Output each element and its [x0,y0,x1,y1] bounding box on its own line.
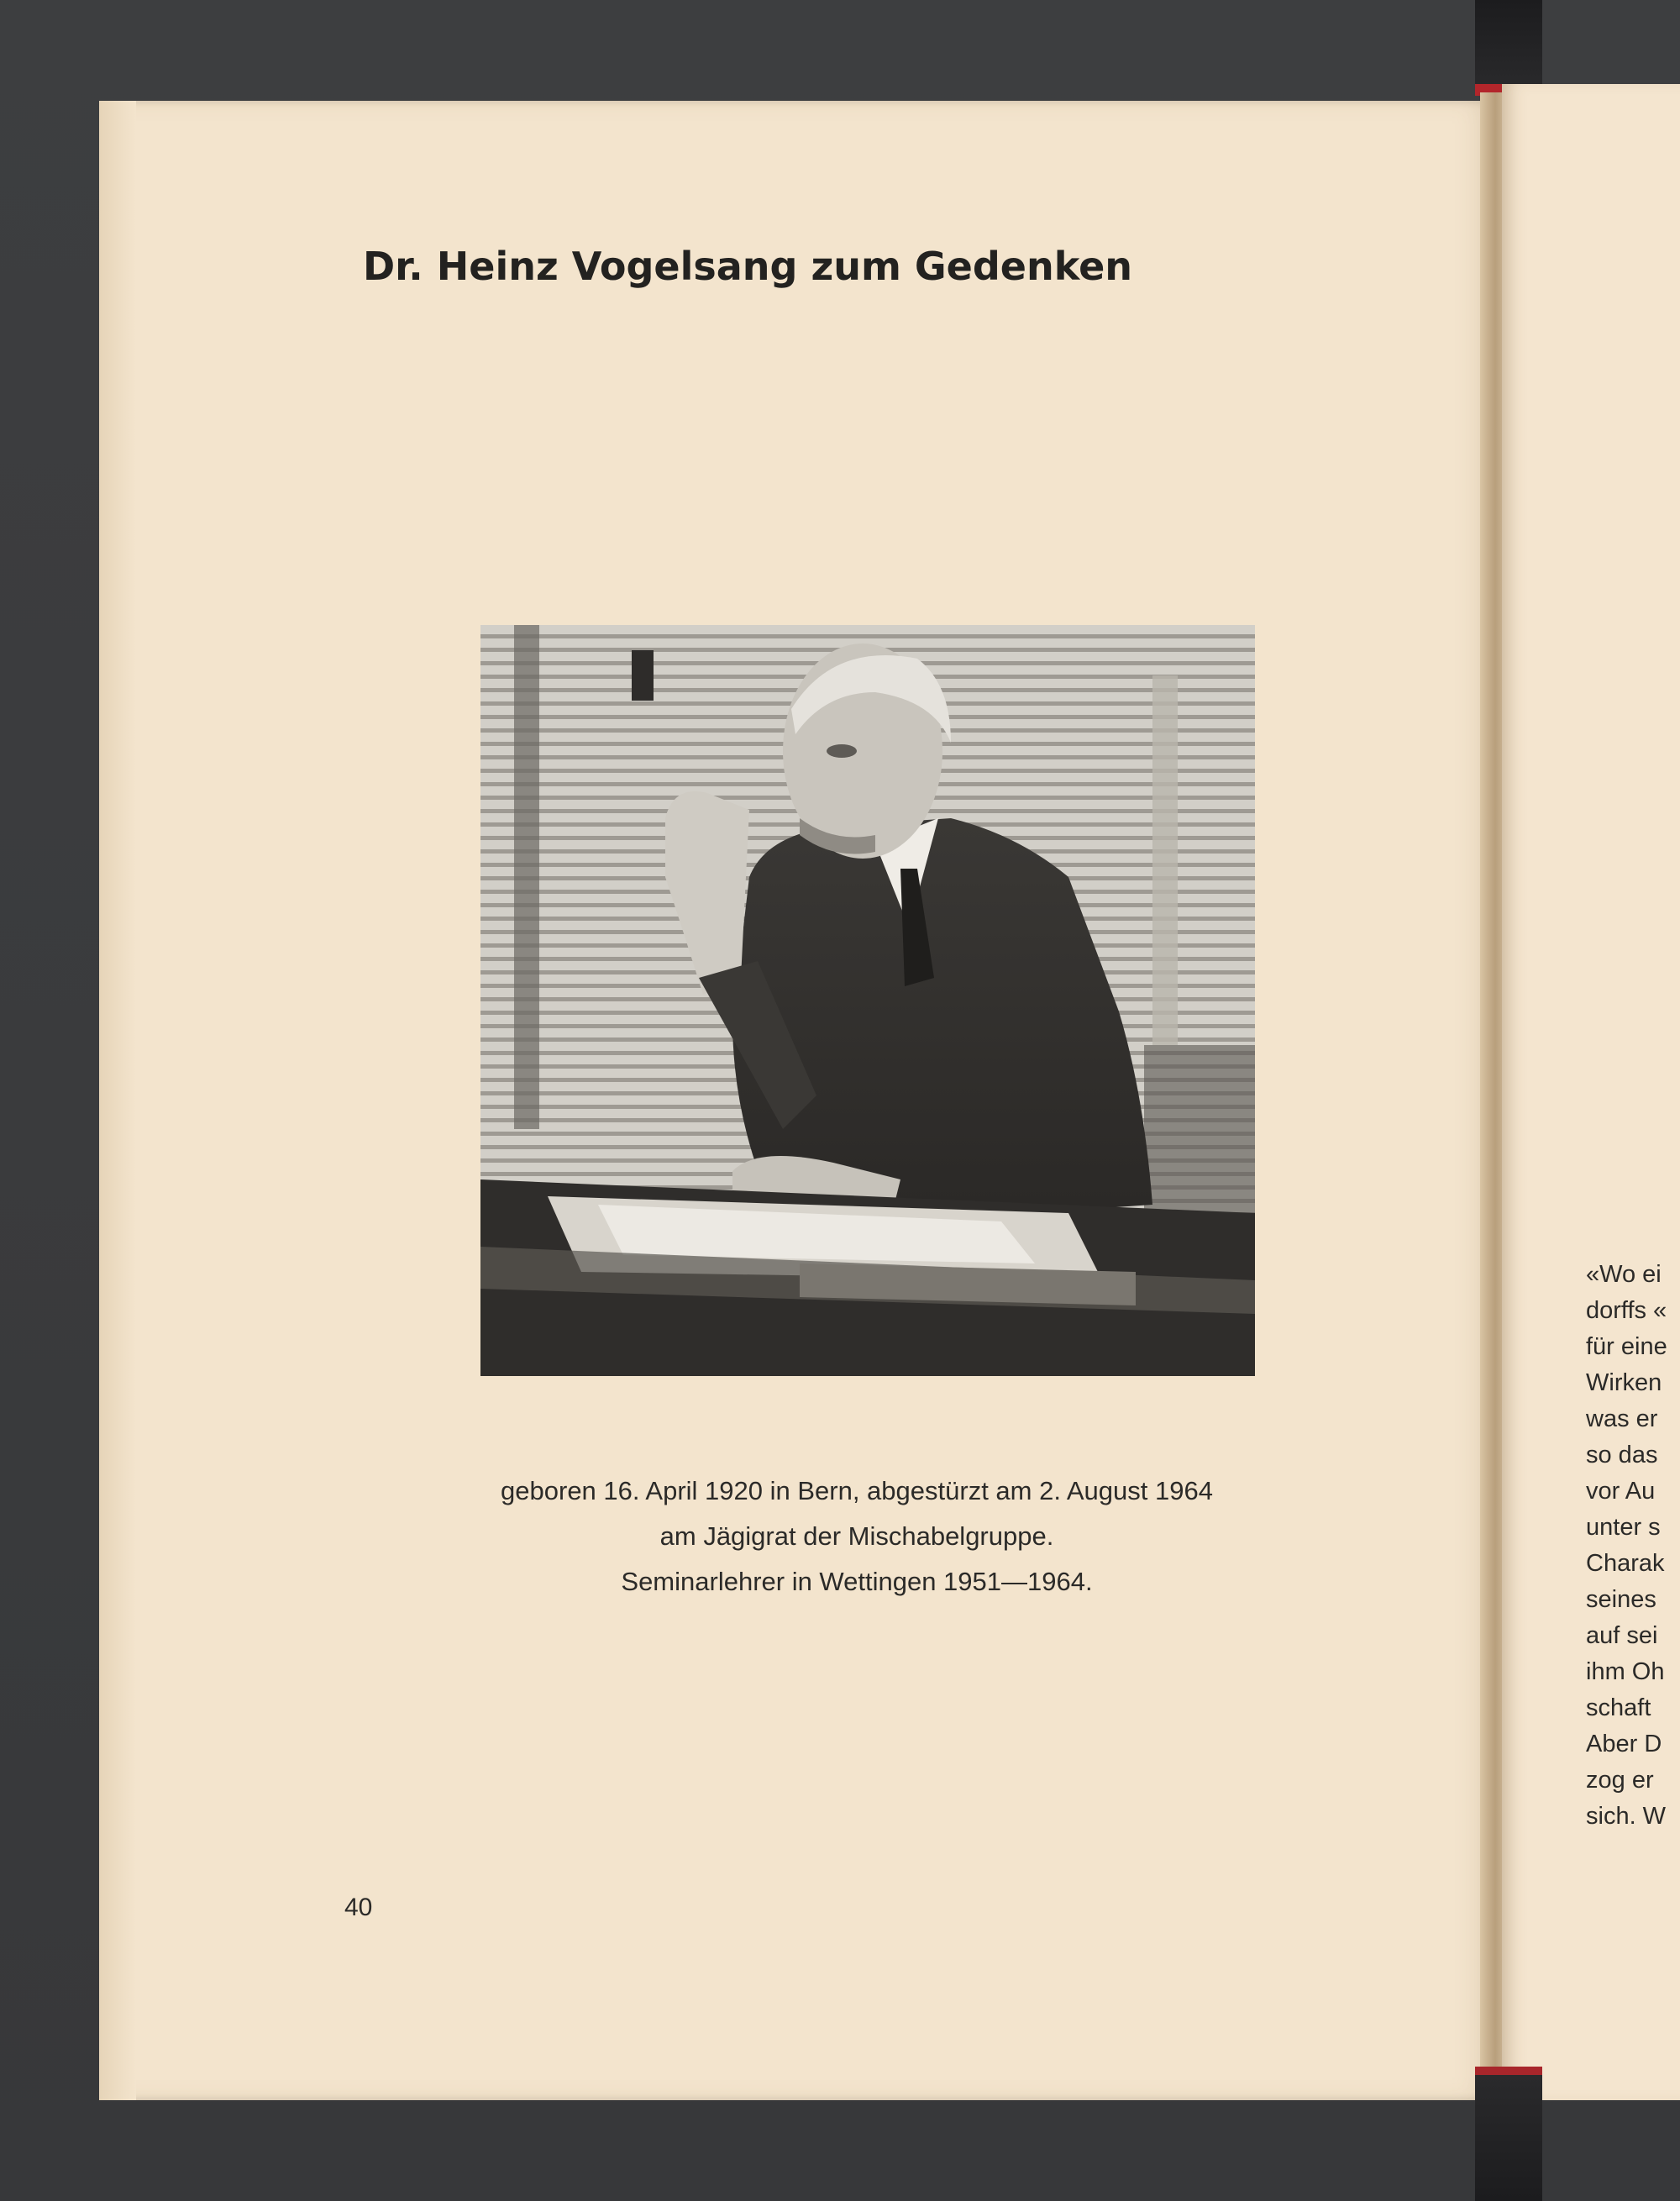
portrait-photo [480,625,1255,1376]
text-line: seines [1586,1586,1656,1613]
text-line: sich. W [1586,1803,1667,1830]
caption-line: Seminarlehrer in Wettingen 1951—1964. [621,1567,1093,1596]
photo-caption [437,1468,1277,1605]
text-line: vor Au [1586,1478,1656,1505]
text-line: «Wo ei [1586,1261,1662,1288]
caption-line: geboren 16. April 1920 in Bern, abgestürzt am 2. August 1964 [501,1476,1213,1505]
text-line: schaft [1586,1694,1651,1721]
text-line: dorffs « [1586,1297,1667,1324]
text-line: was er [1586,1405,1658,1432]
text-line: für eine [1586,1333,1667,1360]
text-line: zog er [1586,1767,1654,1794]
text-line: ihm Oh [1586,1658,1665,1685]
text-line: unter s [1586,1514,1661,1541]
right-page-text [1586,1257,1680,1835]
caption-line: am Jägigrat der Mischabelgruppe. [659,1521,1054,1551]
text-line: Charak [1586,1550,1665,1577]
bookmark-ribbon-top [1475,0,1542,92]
text-line: Aber D [1586,1731,1662,1757]
text-line: Wirken [1586,1369,1662,1396]
text-line: so das [1586,1442,1658,1468]
page-number: 40 [344,1894,373,1921]
page-title: Dr. Heinz Vogelsang zum Gedenken [362,244,1133,289]
text-line: auf sei [1586,1622,1658,1649]
portrait-photo-icon [480,625,1255,1376]
bookmark-ribbon-bottom [1475,2075,1542,2201]
